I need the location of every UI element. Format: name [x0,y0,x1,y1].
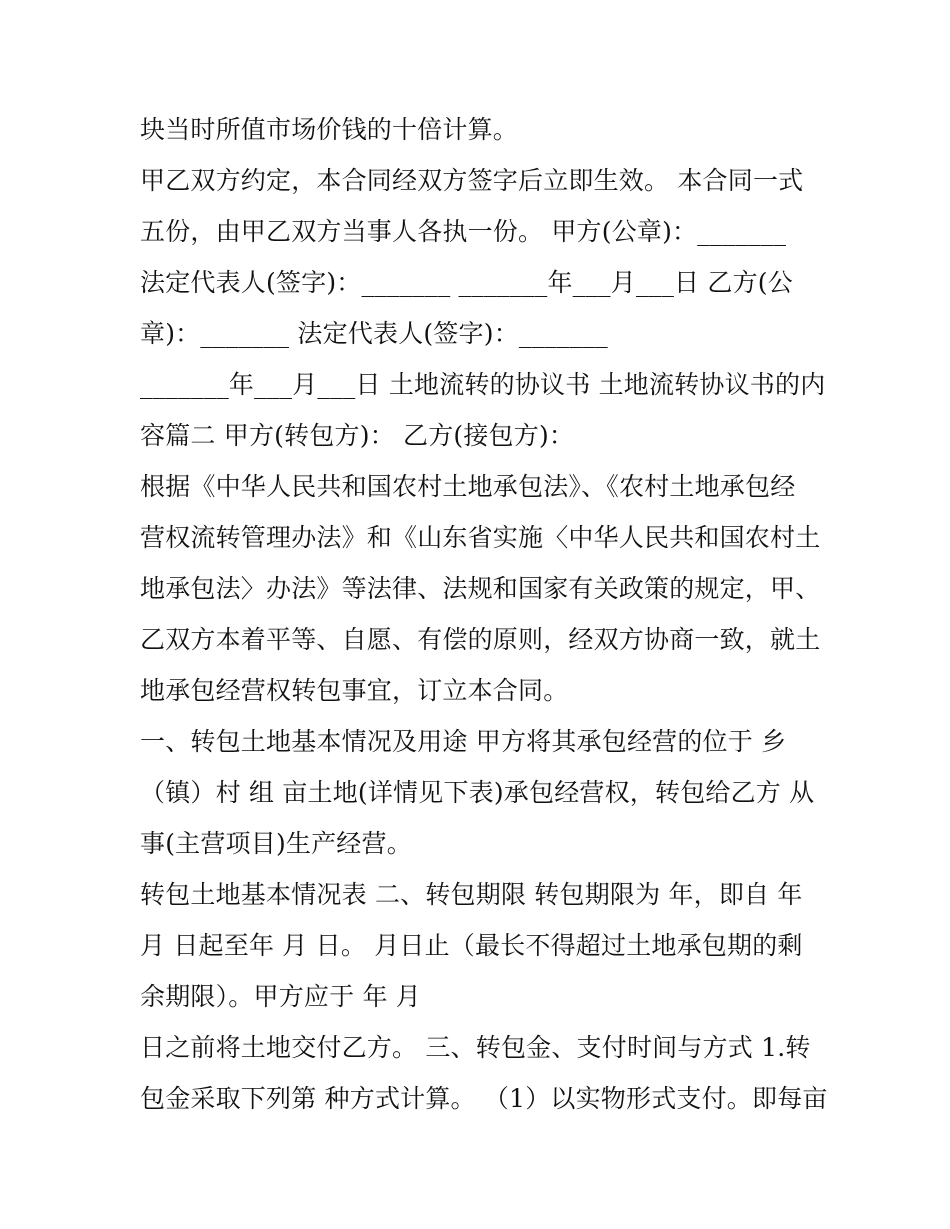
text-line: 包金采取下列第 种方式计算。 （1）以实物形式支付。即每亩 [140,1084,828,1113]
text-line: 一、转包土地基本情况及用途 甲方将其承包经营的位于 乡 [140,727,787,756]
text-line: 地承包法〉办法》等法律、法规和国家有关政策的规定，甲、 [140,574,821,603]
text-line: 事(主营项目)生产经营。 [140,829,412,858]
text-line: _______年___月___日 土地流转的协议书 土地流转协议书的内 [140,370,826,399]
text-line: 容篇二 甲方(转包方)： 乙方(接包方)： [140,421,575,450]
text-line: 日之前将土地交付乙方。 三、转包金、支付时间与方式 1.转 [140,1033,811,1062]
text-line: 块当时所值市场价钱的十倍计算。 [140,115,519,144]
text-line: 乙双方本着平等、自愿、有偿的原则，经双方协商一致，就土 [140,625,821,654]
text-line: 章)：_______ 法定代表人(签字)：_______ [140,319,608,348]
text-line: （镇）村 组 亩土地(详情见下表)承包经营权，转包给乙方 从 [140,778,815,807]
text-line: 月 日起至年 月 日。 月日止（最长不得超过土地承包期的剩 [140,931,803,960]
text-line: 营权流转管理办法》和《山东省实施〈中华人民共和国农村土 [140,523,821,552]
text-line: 五份，由甲乙双方当事人各执一份。 甲方(公章)：_______ [140,217,787,246]
text-line: 地承包经营权转包事宜，订立本合同。 [140,676,569,705]
text-line: 转包土地基本情况表 二、转包期限 转包期限为 年，即自 年 [140,880,803,909]
text-line: 余期限）。甲方应于 年 月 [140,982,421,1011]
text-line: 法定代表人(签字)：_______ _______年___月___日 乙方(公 [140,268,793,297]
text-line: 甲乙双方约定，本合同经双方签字后立即生效。 本合同一式 [140,166,804,195]
text-line: 根据《中华人民共和国农村土地承包法》、《农村土地承包经 [140,472,796,501]
